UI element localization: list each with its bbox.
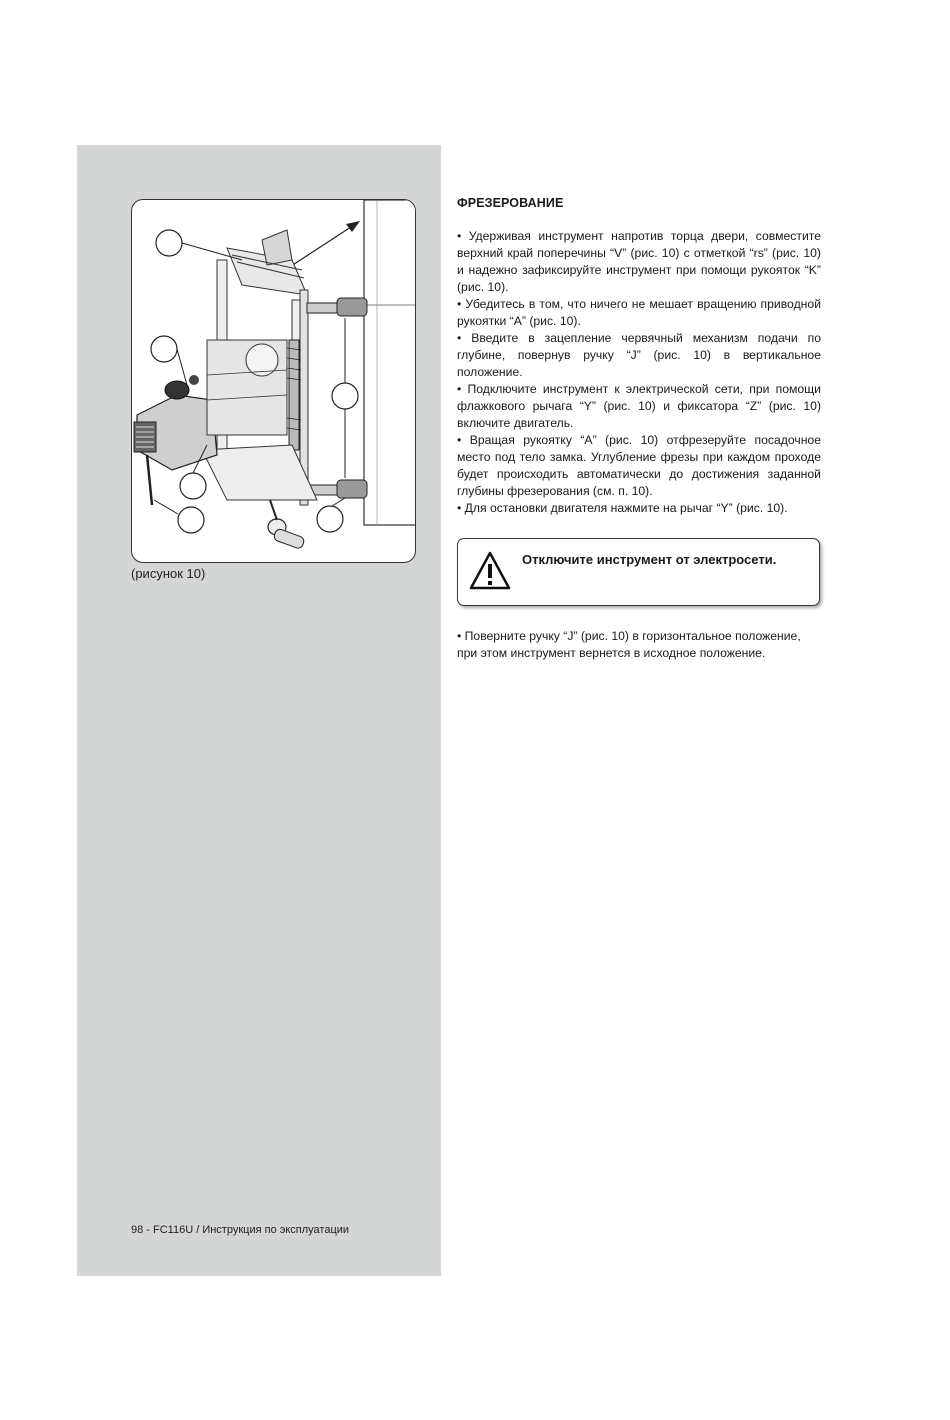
warning-text: Отключите инструмент от электросети. xyxy=(522,552,777,567)
instruction-paragraph: • Для остановки двигателя нажмите на рычаг “Y” (рис. 10). xyxy=(457,501,788,515)
after-warning-section xyxy=(457,628,821,662)
instruction-paragraph: • Поверните ручку “J” (рис. 10) в горизонтальное положение, при этом инструмент вернется в исходное положение. xyxy=(457,629,801,660)
warning-box xyxy=(457,538,820,606)
milling-section xyxy=(457,196,821,517)
warning-triangle-icon xyxy=(469,550,511,592)
instruction-paragraph: • Удерживая инструмент напротив торца двери, совместите верхний край поперечины “V” (рис. 10) с отметкой “rs” (рис. 10) и надежно зафиксируйте инструмент при помощи рукояток “K” (рис. 10). xyxy=(457,229,821,294)
tool-drawing xyxy=(132,200,415,562)
figure-caption: (рисунок 10) xyxy=(131,566,206,581)
figure-10-illustration xyxy=(131,199,416,563)
instruction-paragraph: • Вращая рукоятку “A” (рис. 10) отфрезеруйте посадочное место под тело замка. Углубление фрезы при каждом проходе будет происходить автоматически до достижения заданной глубины фрезерования (см. п. 10). xyxy=(457,433,821,498)
instruction-paragraph: • Убедитесь в том, что ничего не мешает вращению приводной рукоятки “A” (рис. 10). xyxy=(457,297,821,328)
instruction-paragraph: • Подключите инструмент к электрической сети, при помощи флажкового рычага “Y” (рис. 10) и фиксатора “Z” (рис. 10) включите двигатель. xyxy=(457,382,821,430)
page-footer: 98 - FC116U / Инструкция по эксплуатации xyxy=(131,1224,350,1236)
instruction-paragraph: • Введите в зацепление червячный механизм подачи по глубине, повернув ручку “J” (рис. 10) в вертикальное положение. xyxy=(457,331,821,379)
section-heading: ФРЕЗЕРОВАНИЕ xyxy=(457,196,564,210)
